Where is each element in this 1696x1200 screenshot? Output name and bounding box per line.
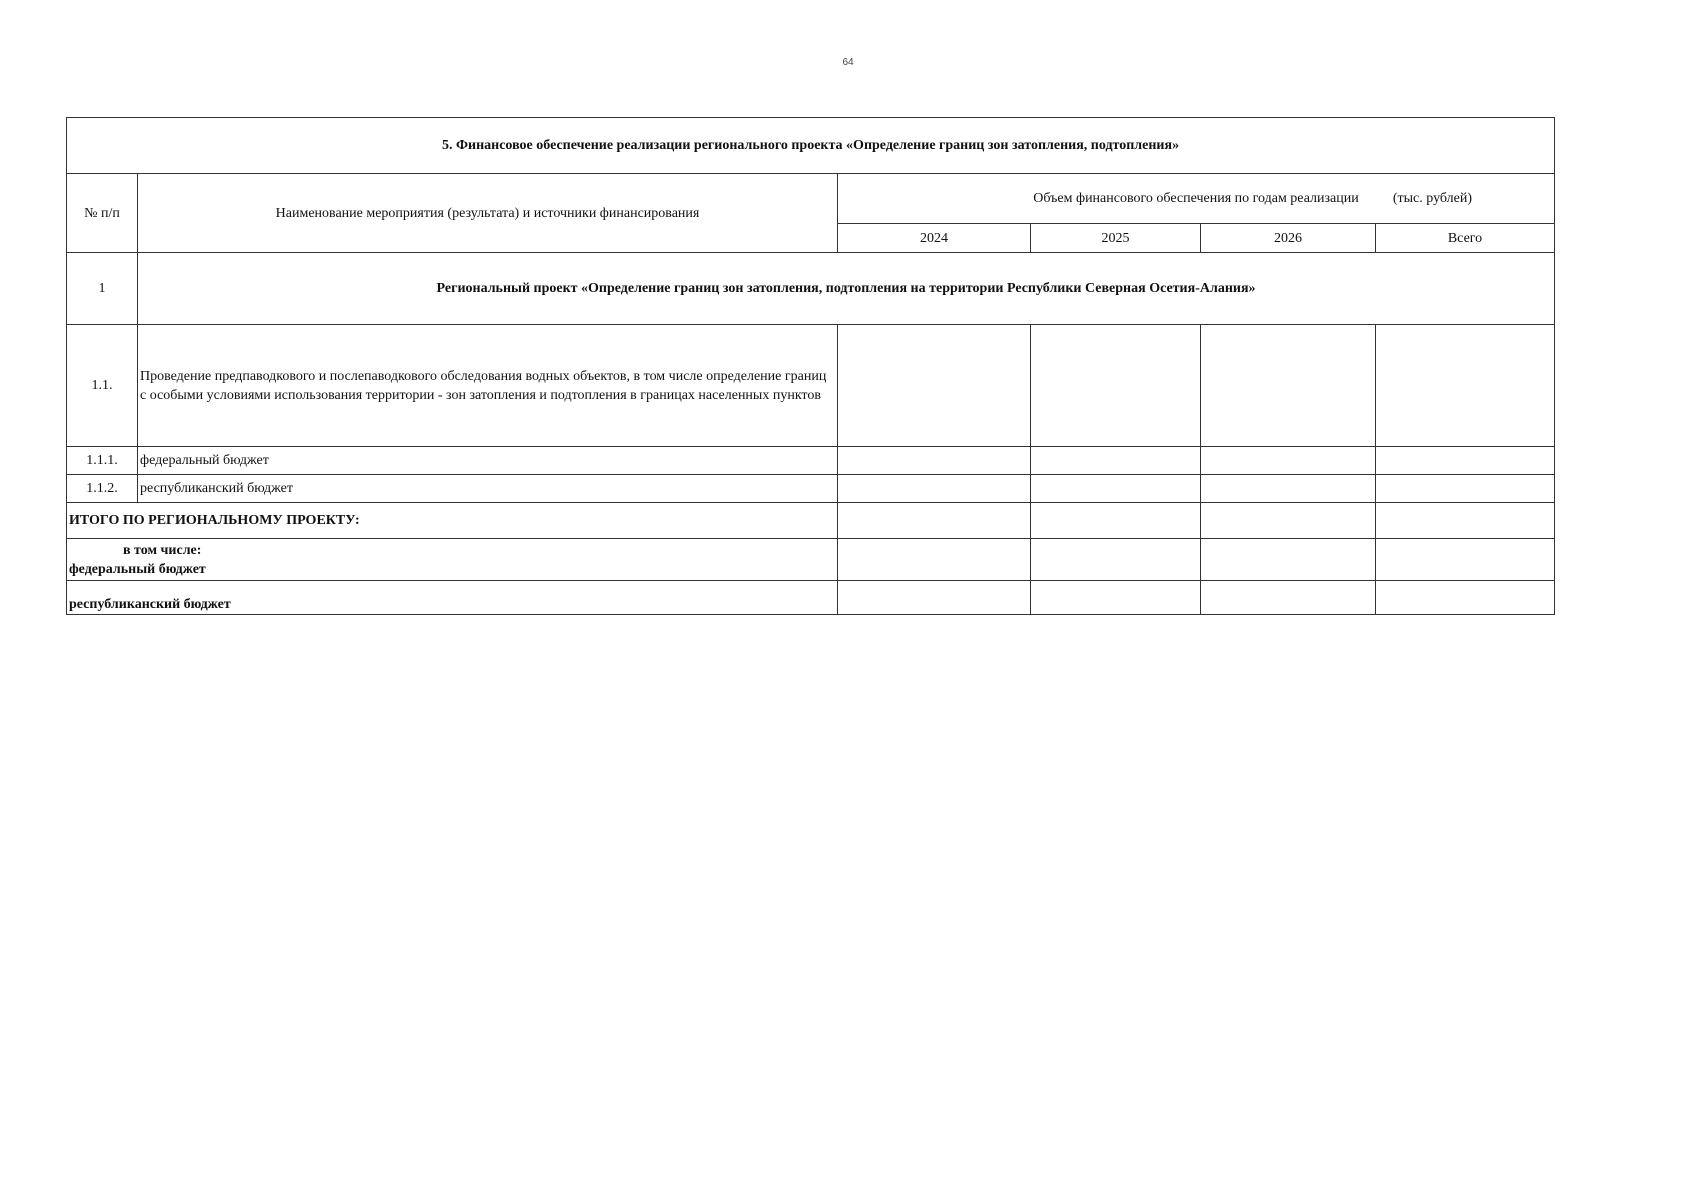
totals-federal: федеральный бюджет	[69, 561, 206, 577]
header-year-2025: 2025	[1031, 224, 1201, 253]
row-num: 1.1.1.	[67, 447, 138, 475]
cell-2026	[1201, 447, 1376, 475]
cell-2026	[1201, 539, 1376, 581]
header-row	[67, 174, 1555, 224]
row-num: 1.1.	[67, 325, 138, 447]
cell-2025	[1031, 325, 1201, 447]
cell-2026	[1201, 581, 1376, 615]
cell-2024	[838, 503, 1031, 539]
table-title: 5. Финансовое обеспечение реализации регионального проекта «Определение границ зон затопления, подтопления»	[67, 118, 1555, 174]
row-name: Проведение предпаводкового и послепаводкового обследования водных объектов, в том числе определение границ с особыми условиями использования территории - зон затопления и подтопления в границах населенных пунктов	[138, 325, 838, 447]
cell-2026	[1201, 475, 1376, 503]
header-num: № п/п	[67, 174, 138, 253]
row-name: федеральный бюджет	[138, 447, 838, 475]
row-num: 1.1.2.	[67, 475, 138, 503]
totals-row	[67, 503, 1555, 539]
cell-total	[1376, 325, 1555, 447]
totals-including: в том числе:	[123, 542, 202, 558]
title-row	[67, 118, 1555, 174]
table-row	[67, 325, 1555, 447]
header-year-2026: 2026	[1201, 224, 1376, 253]
header-year-2024: 2024	[838, 224, 1031, 253]
cell-total	[1376, 581, 1555, 615]
cell-total	[1376, 447, 1555, 475]
row-name: республиканский бюджет	[138, 475, 838, 503]
cell-2026	[1201, 325, 1376, 447]
project-row	[67, 253, 1555, 325]
project-num: 1	[67, 253, 138, 325]
cell-2025	[1031, 475, 1201, 503]
cell-2024	[838, 325, 1031, 447]
header-name: Наименование мероприятия (результата) и источники финансирования	[138, 174, 838, 253]
cell-total	[1376, 503, 1555, 539]
header-volume	[838, 174, 1555, 224]
totals-federal-cell	[67, 539, 838, 581]
cell-2025	[1031, 581, 1201, 615]
header-total: Всего	[1376, 224, 1555, 253]
totals-republican: республиканский бюджет	[67, 581, 838, 615]
table-row	[67, 475, 1555, 503]
project-name: Региональный проект «Определение границ зон затопления, подтопления на территории Республики Северная Осетия-Алания»	[138, 253, 1555, 325]
header-volume-label: Объем финансового обеспечения по годам реализации	[1033, 191, 1359, 206]
cell-2024	[838, 539, 1031, 581]
cell-2026	[1201, 503, 1376, 539]
cell-2025	[1031, 503, 1201, 539]
cell-2024	[838, 581, 1031, 615]
totals-republican-row	[67, 581, 1555, 615]
cell-2025	[1031, 539, 1201, 581]
header-units: (тыс. рублей)	[1392, 191, 1473, 206]
totals-label: ИТОГО ПО РЕГИОНАЛЬНОМУ ПРОЕКТУ:	[67, 503, 838, 539]
cell-total	[1376, 539, 1555, 581]
cell-2025	[1031, 447, 1201, 475]
financing-table	[66, 117, 1555, 615]
cell-2024	[838, 475, 1031, 503]
table-row	[67, 447, 1555, 475]
totals-federal-row	[67, 539, 1555, 581]
cell-total	[1376, 475, 1555, 503]
page-number: 64	[842, 57, 854, 68]
cell-2024	[838, 447, 1031, 475]
